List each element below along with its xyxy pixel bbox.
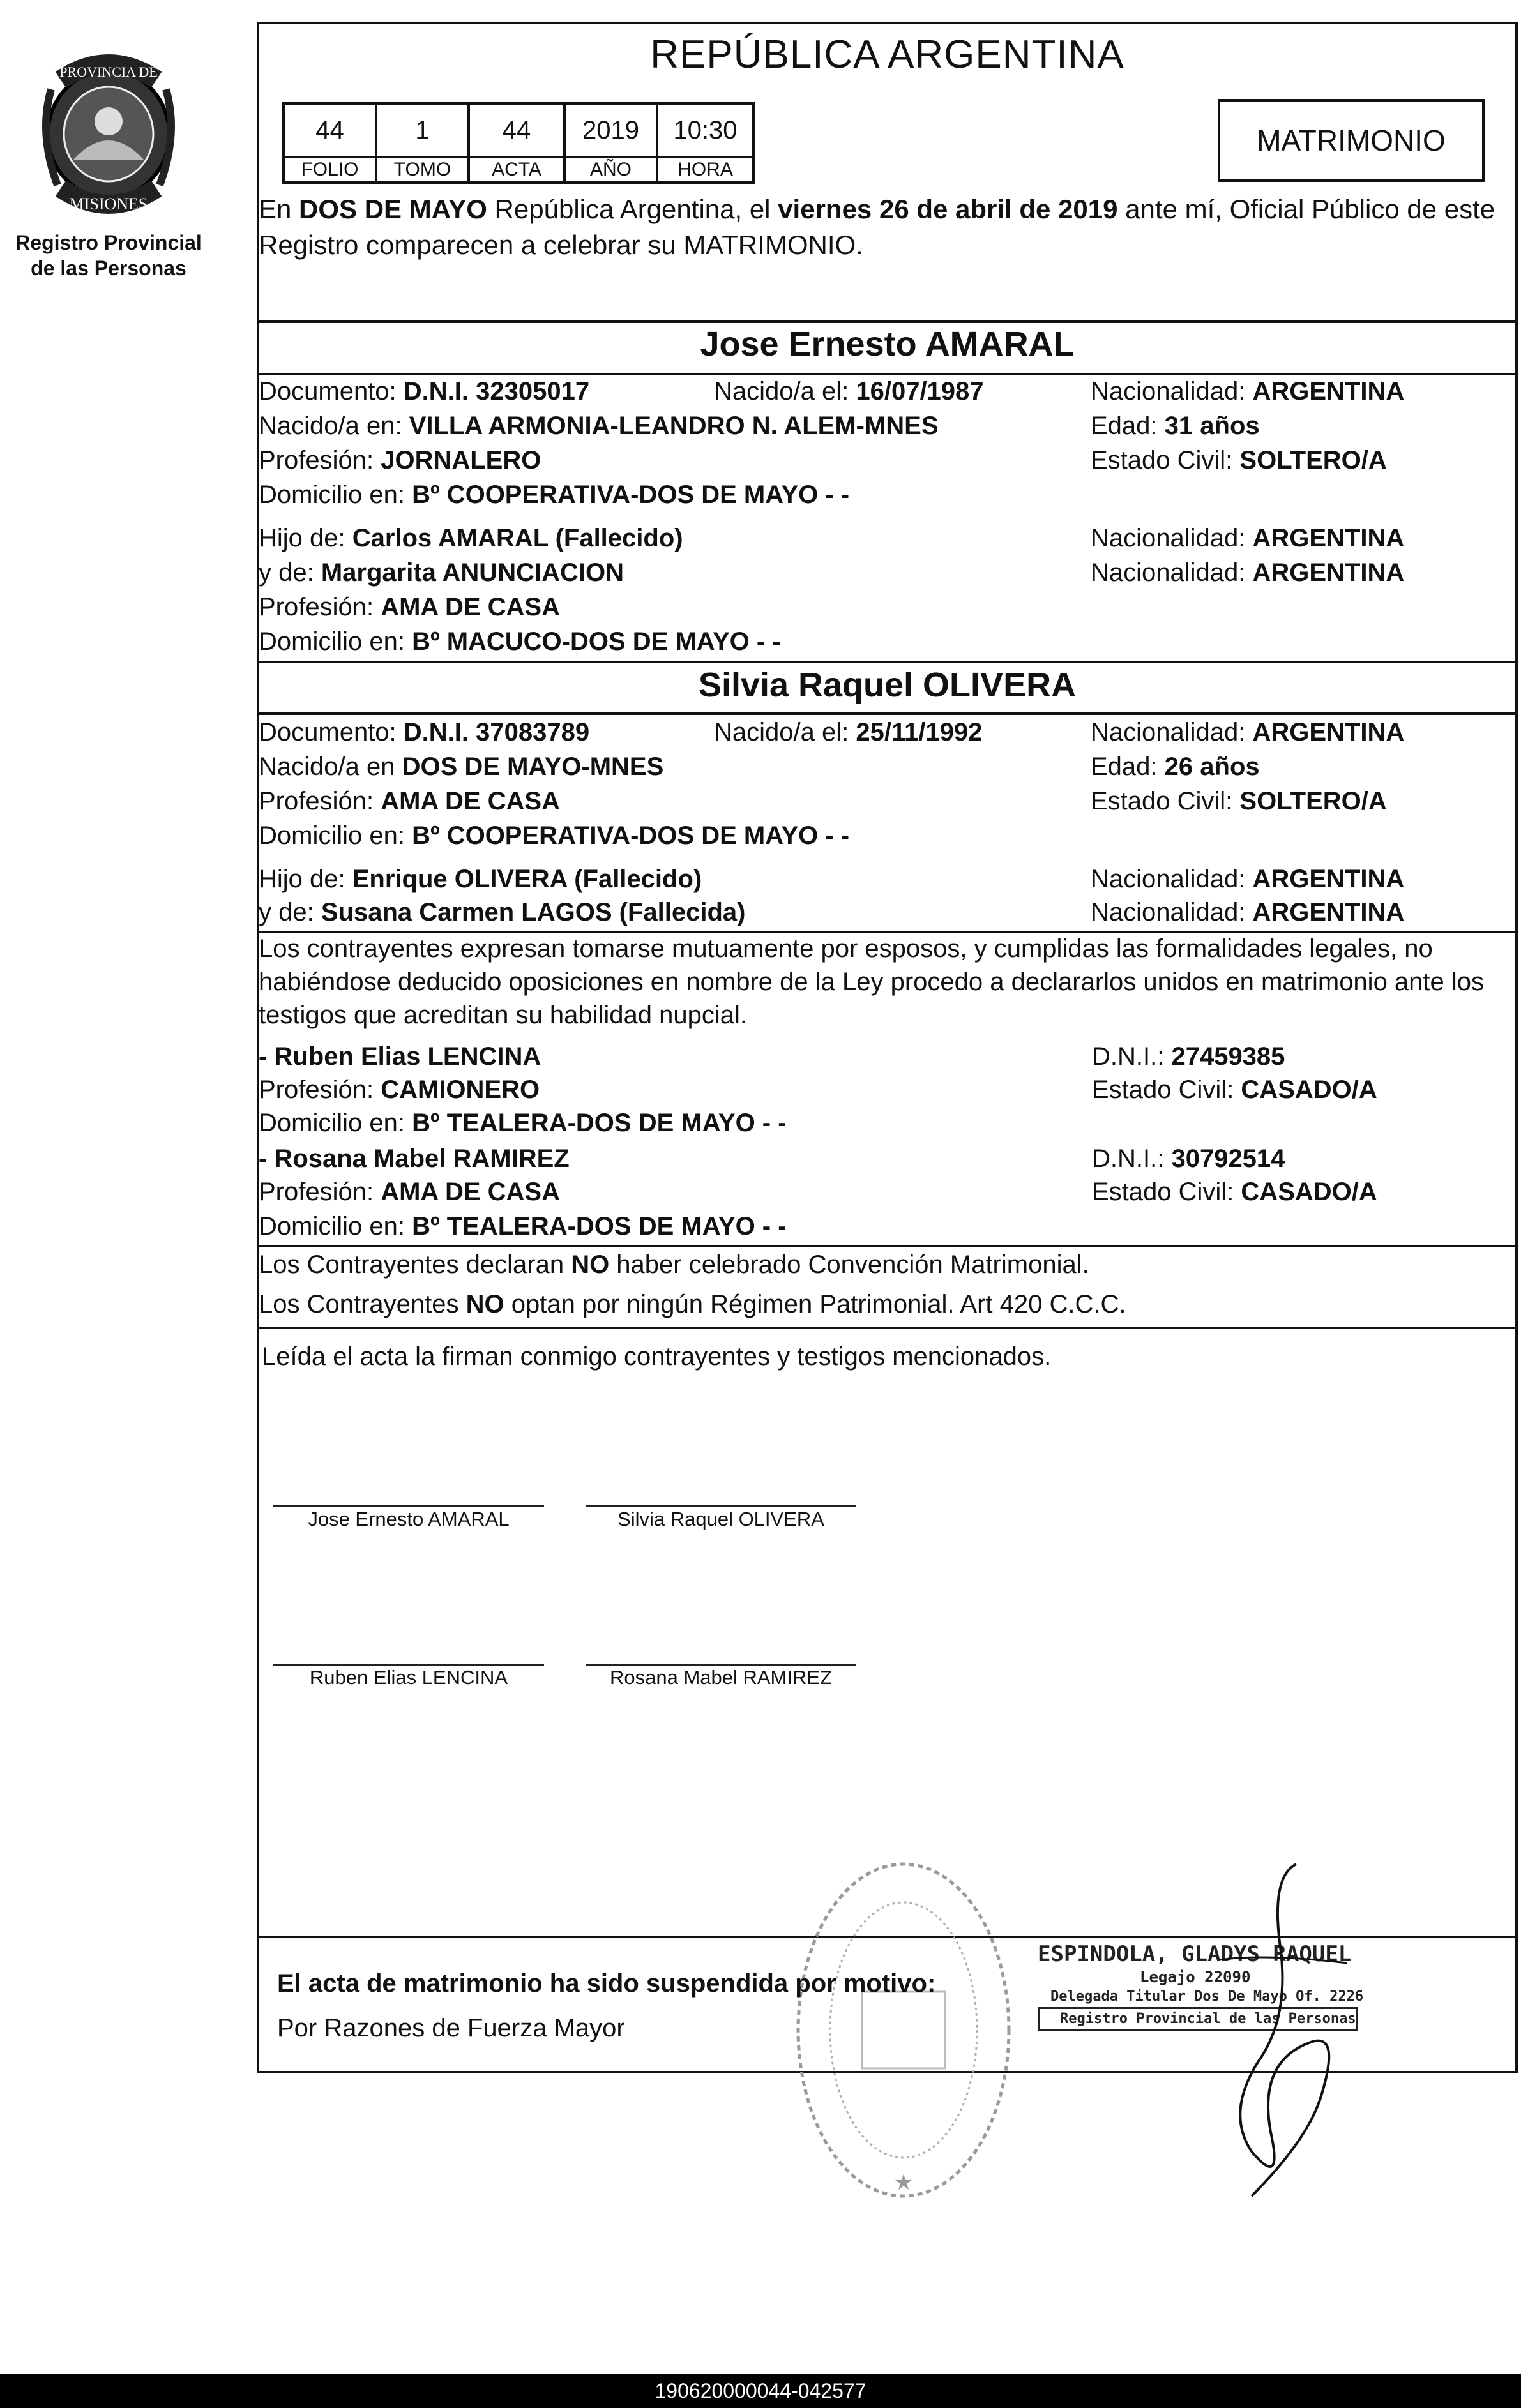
reference-table	[282, 102, 755, 184]
svg-text:★: ★	[893, 2170, 914, 2195]
bride-address: Domicilio en: Bº COOPERATIVA-DOS DE MAYO - -	[259, 822, 850, 850]
witness-2-civil-status: Estado Civil: CASADO/A	[1092, 1178, 1377, 1206]
stamp-line-4: Registro Provincial de las Personas	[1038, 2007, 1358, 2031]
stamp-line-2: Legajo 22090	[1140, 1968, 1251, 1986]
stamp-line-3: Delegada Titular Dos De Mayo Of. 2226	[1050, 1989, 1364, 2005]
signature-line	[273, 1505, 544, 1507]
ref-hour-label: HORA	[677, 159, 733, 180]
bride-mother: y de: Susana Carmen LAGOS (Fallecida)	[259, 898, 746, 926]
svg-text:PROVINCIA DE: PROVINCIA DE	[59, 64, 158, 80]
groom-birth-place: Nacido/a en: VILLA ARMONIA-LEANDRO N. ALEM-MNES	[259, 412, 939, 440]
signature-groom: Jose Ernesto AMARAL	[308, 1508, 510, 1530]
divider	[257, 661, 1518, 663]
bride-nationality: Nacionalidad: ARGENTINA	[1091, 718, 1405, 746]
groom-name: Jose Ernesto AMARAL	[700, 325, 1075, 363]
ref-acta-label: ACTA	[492, 159, 541, 180]
ref-hour	[658, 105, 752, 181]
witness-1-name: - Ruben Elias LENCINA	[259, 1042, 541, 1071]
groom-father-nationality: Nacionalidad: ARGENTINA	[1091, 524, 1405, 552]
convention-line-1: Los Contrayentes declaran NO haber celebrado Convención Matrimonial.	[259, 1251, 1089, 1279]
ref-year	[566, 105, 658, 181]
document-code: 190620000044-042577	[0, 2374, 1521, 2408]
groom-nationality: Nacionalidad: ARGENTINA	[1091, 377, 1405, 405]
groom-civil-status: Estado Civil: SOLTERO/A	[1091, 446, 1387, 474]
bride-birth-date: Nacido/a el: 25/11/1992	[714, 718, 983, 746]
witness-1-dni: D.N.I.: 27459385	[1092, 1042, 1285, 1071]
signature-line	[586, 1505, 856, 1507]
groom-document: Documento: D.N.I. 32305017	[259, 377, 590, 405]
signature-witness-2: Rosana Mabel RAMIREZ	[609, 1666, 832, 1689]
groom-father: Hijo de: Carlos AMARAL (Fallecido)	[259, 524, 683, 552]
intro-place: DOS DE MAYO	[299, 194, 487, 224]
official-signature-icon	[1213, 1851, 1354, 2209]
suspension-title: El acta de matrimonio ha sido suspendida por motivo:	[277, 1969, 936, 1998]
signature-line	[586, 1664, 856, 1666]
bride-father: Hijo de: Enrique OLIVERA (Fallecido)	[259, 865, 702, 893]
ref-year-value: 2019	[566, 105, 656, 158]
bride-age: Edad: 26 años	[1091, 753, 1260, 781]
signature-witness-1: Ruben Elias LENCINA	[309, 1666, 508, 1689]
suspension-reason: Por Razones de Fuerza Mayor	[277, 2014, 625, 2042]
ref-folio-label: FOLIO	[301, 159, 359, 180]
stamp-line-1: ESPINDOLA, GLADYS RAQUEL	[1038, 1941, 1352, 1967]
ref-year-label: AÑO	[589, 159, 632, 180]
declaration-paragraph: Los contrayentes expresan tomarse mutuamente por esposos, y cumplidas las formalidades legales, no habiéndose deducido oposiciones en nombre de la Ley procedo a declararlos unidos en matrimonio ante los testigos que acreditan su habilidad nupcial.	[259, 935, 1485, 1029]
bride-document: Documento: D.N.I. 37083789	[259, 718, 590, 746]
signature-line	[273, 1664, 544, 1666]
groom-profession: Profesión: JORNALERO	[259, 446, 541, 474]
bride-profession: Profesión: AMA DE CASA	[259, 787, 560, 815]
groom-parents-address: Domicilio en: Bº MACUCO-DOS DE MAYO - -	[259, 628, 781, 656]
country-title: REPÚBLICA ARGENTINA	[650, 33, 1124, 77]
ref-tomo	[377, 105, 470, 181]
groom-age: Edad: 31 años	[1091, 412, 1260, 440]
witness-2-name: - Rosana Mabel RAMIREZ	[259, 1145, 570, 1173]
ref-acta	[470, 105, 566, 181]
registry-caption	[6, 230, 211, 281]
ref-tomo-label: TOMO	[393, 159, 451, 180]
svg-text:MISIONES: MISIONES	[69, 195, 148, 213]
groom-birth-date: Nacido/a el: 16/07/1987	[714, 377, 984, 405]
witness-1-civil-status: Estado Civil: CASADO/A	[1092, 1076, 1377, 1104]
witness-2-address: Domicilio en: Bº TEALERA-DOS DE MAYO - -	[259, 1212, 787, 1240]
groom-mother-profession: Profesión: AMA DE CASA	[259, 593, 560, 621]
bride-birth-place: Nacido/a en DOS DE MAYO-MNES	[259, 753, 664, 781]
ref-acta-value: 44	[470, 105, 563, 158]
witness-1-profession: Profesión: CAMIONERO	[259, 1076, 540, 1104]
ref-folio	[285, 105, 377, 181]
divider	[257, 320, 1518, 323]
caption-line-2: de las Personas	[31, 257, 186, 280]
witness-2-profession: Profesión: AMA DE CASA	[259, 1178, 560, 1206]
signature-bride: Silvia Raquel OLIVERA	[617, 1508, 824, 1530]
act-type-box: MATRIMONIO	[1218, 99, 1485, 182]
groom-mother: y de: Margarita ANUNCIACION	[259, 559, 624, 587]
bride-father-nationality: Nacionalidad: ARGENTINA	[1091, 865, 1405, 893]
witness-1-address: Domicilio en: Bº TEALERA-DOS DE MAYO - -	[259, 1109, 787, 1137]
divider	[257, 1245, 1518, 1247]
caption-line-1: Registro Provincial	[15, 231, 202, 254]
bride-civil-status: Estado Civil: SOLTERO/A	[1091, 787, 1387, 815]
intro-date: viernes 26 de abril de 2019	[778, 194, 1118, 224]
ref-tomo-value: 1	[377, 105, 467, 158]
groom-mother-nationality: Nacionalidad: ARGENTINA	[1091, 559, 1405, 587]
witness-2-dni: D.N.I.: 30792514	[1092, 1145, 1285, 1173]
bride-mother-nationality: Nacionalidad: ARGENTINA	[1091, 898, 1405, 926]
divider	[257, 712, 1518, 715]
registry-seal-icon	[785, 1851, 1022, 2209]
ref-hour-value: 10:30	[658, 105, 752, 158]
groom-address: Domicilio en: Bº COOPERATIVA-DOS DE MAYO - -	[259, 481, 850, 509]
bride-name: Silvia Raquel OLIVERA	[698, 666, 1077, 704]
reading-statement: Leída el acta la firman conmigo contrayentes y testigos mencionados.	[262, 1343, 1052, 1371]
divider	[257, 1327, 1518, 1329]
province-emblem-icon	[26, 51, 192, 230]
convention-line-2: Los Contrayentes NO optan por ningún Régimen Patrimonial. Art 420 C.C.C.	[259, 1290, 1126, 1318]
ref-folio-value: 44	[285, 105, 375, 158]
intro-paragraph: En DOS DE MAYO República Argentina, el viernes 26 de abril de 2019 ante mí, Oficial Público de este Registro comparecen a celebrar su MATRIMONIO.	[259, 194, 1495, 260]
